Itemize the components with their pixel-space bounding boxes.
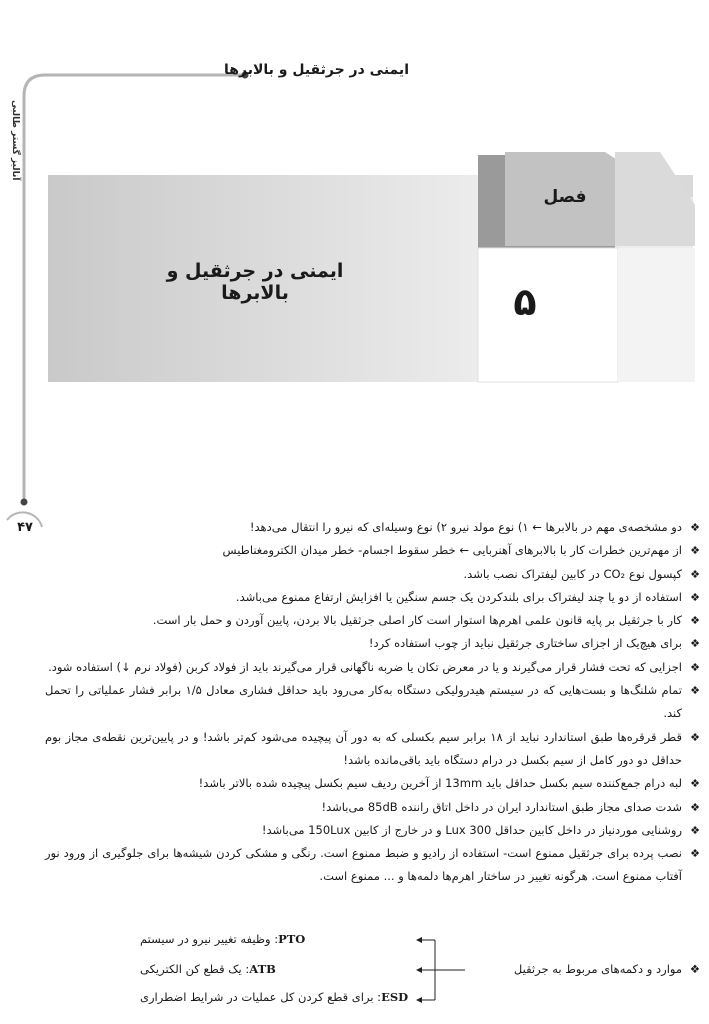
- list-item: ❖ دو مشخصه‌ی مهم در بالابرها ← ۱) نوع مولد نیرو ۲) نوع وسیله‌ای که نیرو را انتقال می‌دهد!: [45, 516, 700, 539]
- list-item: ❖ کپسول نوع CO₂ در کابین لیفتراک نصب باشد.: [45, 563, 700, 586]
- running-title: ایمنی در جرثقیل و بالابرها: [224, 62, 409, 78]
- chapter-number-box: [478, 248, 618, 382]
- list-item: ❖ برای هیچ‌یک از اجزای ساختاری جرثقیل نباید از چوب استفاده کرد!: [45, 632, 700, 655]
- diamond-bullet-icon: ❖: [690, 590, 700, 604]
- list-item: ❖ نصب پرده برای جرثقیل ممنوع است- استفاده از رادیو و ضبط ممنوع است. رنگی و مشکی کردن شیشه‌ها برای جلوگیری از ورود نور آفتاب ممنوع است. هرگونه تغییر در ساختار اهرم‌ها دلمه‌ها و ... ممنوع است.: [45, 842, 700, 889]
- diamond-bullet-icon: ❖: [690, 521, 700, 534]
- diamond-bullet-icon: ❖: [690, 544, 700, 558]
- controls-legend: [120, 930, 700, 1010]
- diamond-bullet-icon: ❖: [690, 684, 700, 698]
- side-title: آنالیز گستر طالبی: [10, 100, 20, 181]
- diamond-bullet-icon: ❖: [690, 800, 700, 814]
- legend-entry-pto: PTO: وظیفه تغییر نیرو در سیستم: [140, 932, 306, 946]
- list-item: ❖ کار با جرثقیل بر پایه قانون علمی اهرم‌ها استوار است کار اصلی جرثقیل بالا بردن، پایین آوردن و حمل بار است.: [45, 609, 700, 632]
- legend-entry-atb: ATB: یک قطع کن الکتریکی: [140, 962, 276, 976]
- diamond-bullet-icon: ❖: [690, 614, 700, 628]
- legend-entry-esd: ESD: برای قطع کردن کل عملیات در شرایط اضطراری: [140, 990, 409, 1004]
- list-item: ❖ از مهم‌ترین خطرات کار با بالابرهای آهنربایی ← خطر سقوط اجسام- خطر میدان الکترومغناطیس: [45, 539, 700, 562]
- diamond-bullet-icon: ❖: [689, 962, 700, 976]
- legend-main-label: موارد و دکمه‌های مربوط به جرثقیل: [513, 962, 682, 976]
- diamond-bullet-icon: ❖: [690, 777, 700, 791]
- page-number: ۴۷: [17, 520, 33, 535]
- list-item: ❖ استفاده از دو یا چند لیفتراک برای بلندکردن یک جسم سنگین یا افزایش ارتفاع ممنوع می‌باشد.: [45, 586, 700, 609]
- chapter-label: فصل: [543, 187, 587, 207]
- list-item: ❖ روشنایی موردنیاز در داخل کابین حداقل 300 Lux و در خارج از کابین 150Lux می‌باشد!: [45, 819, 700, 842]
- frame-dot-side: [21, 499, 28, 506]
- list-item: ❖ لبه درام جمع‌کننده سیم بکسل حداقل باید 13mm از آخرین ردیف سیم بکسل پیچیده شده بالاتر باشد!: [45, 772, 700, 795]
- list-item: ❖ اجزایی که تحت فشار قرار می‌گیرند و یا در معرض تکان یا ضربه ناگهانی قرار می‌گیرند باید از فولاد کربن (فولاد نرم ↓) استفاده شود.: [45, 656, 700, 679]
- diamond-bullet-icon: ❖: [690, 637, 700, 651]
- bullet-list: [45, 516, 700, 889]
- list-item: ❖ تمام شلنگ‌ها و بست‌هایی که در سیستم هیدرولیکی دستگاه به‌کار می‌رود باید حداقل فشاری معادل ۱/۵ برابر فشار عملیاتی را تحمل کند.: [45, 679, 700, 726]
- diamond-bullet-icon: ❖: [690, 823, 700, 837]
- list-item: ❖ شدت صدای مجاز طبق استاندارد ایران در داخل اتاق راننده 85dB می‌باشد!: [45, 796, 700, 819]
- diamond-bullet-icon: ❖: [690, 847, 700, 861]
- chapter-title: ایمنی در جرثقیل و بالابرها: [166, 260, 344, 304]
- diamond-bullet-icon: ❖: [690, 660, 700, 674]
- chapter-number: ۵: [513, 280, 537, 324]
- list-item: ❖ قطر قرقره‌ها طبق استاندارد نباید از ۱۸ برابر سیم بکسلی که به دور آن پیچیده می‌شود کم‌تر باشد! و در پایین‌ترین نقطه‌ی مجاز بوم حداقل دو دور کامل از سیم بکسل در درام دستگاه باید باقی‌مانده باشد!: [45, 726, 700, 773]
- diamond-bullet-icon: ❖: [690, 567, 700, 581]
- diamond-bullet-icon: ❖: [690, 730, 700, 744]
